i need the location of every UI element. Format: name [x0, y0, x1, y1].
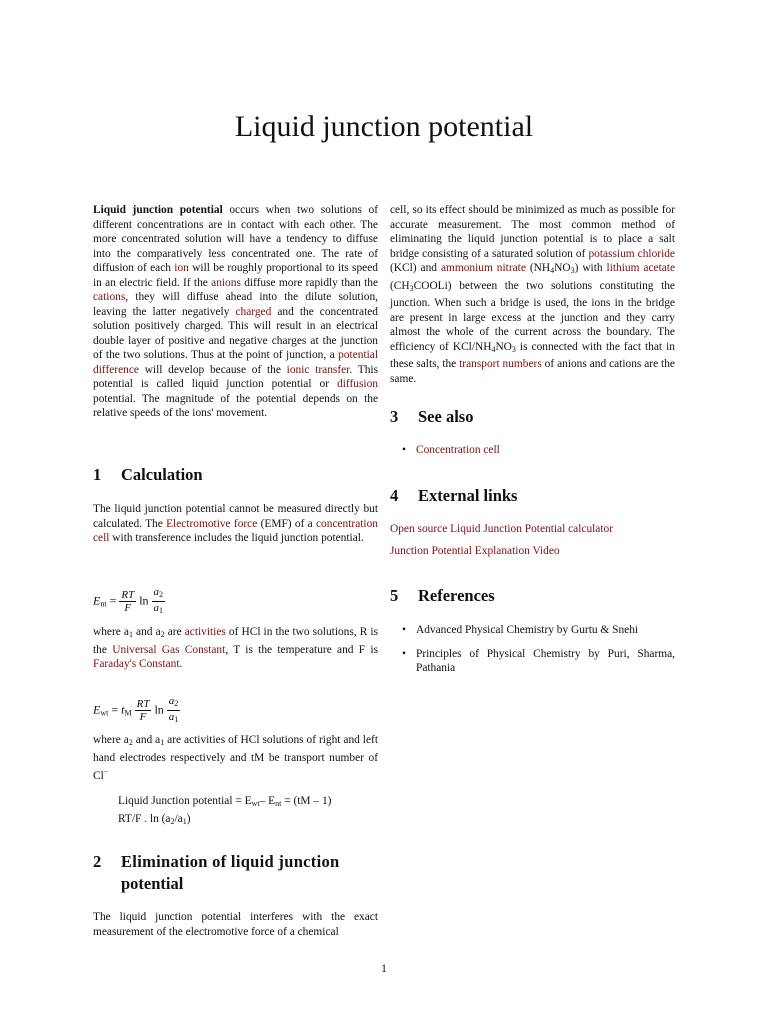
sup: −	[103, 767, 109, 776]
text: (KCl) and	[390, 262, 441, 274]
section-heading-see-also	[390, 407, 473, 427]
eq-lhs-sub: nt	[100, 599, 107, 609]
sub: 2	[128, 738, 133, 747]
text: and a	[132, 734, 161, 746]
reference-text: Advanced Physical Chemistry by Gurtu & Snehi	[416, 624, 639, 636]
link-ion[interactable]: ion	[174, 262, 189, 274]
text: and a	[132, 626, 161, 638]
ln: ln	[154, 702, 164, 717]
section-number: 2	[93, 852, 102, 871]
link-faradays-constant[interactable]: Faraday's Constant	[93, 658, 180, 670]
text: The liquid junction potential cannot be measured directly but calculated. The	[93, 503, 378, 530]
ln: ln	[139, 593, 149, 608]
link-concentration-cell-see-also[interactable]: Concentration cell	[416, 444, 500, 456]
sub: 1	[182, 816, 187, 826]
sub: wt	[251, 799, 260, 808]
list-item	[390, 623, 675, 638]
sub: 4	[550, 266, 555, 275]
section-title: See also	[418, 407, 474, 426]
link-potassium-chloride[interactable]: potassium chloride	[588, 247, 675, 260]
text: with transference includes the liquid junction potential.	[109, 532, 364, 544]
a: a	[153, 586, 160, 598]
link-lithium-acetate[interactable]: lithium acetate	[606, 262, 676, 274]
intro-text: diffuse more rapidly than the	[240, 276, 378, 289]
section-number: 4	[390, 486, 399, 505]
text: NO	[554, 262, 571, 274]
external-links	[390, 522, 675, 558]
link-explanation-video[interactable]: Junction Potential Explanation Video	[390, 544, 560, 557]
equation-wt: $E_{wt} = t_M$ $\frac{RT}{F}$ ln $\frac{a_2}{a_1}$	[93, 695, 179, 724]
text: of anions and cations are the same.	[390, 358, 675, 385]
section-title: References	[418, 586, 495, 605]
frac-den: F	[124, 602, 132, 614]
text: )	[186, 812, 191, 825]
link-concentration-cell[interactable]: concentration cell	[93, 517, 378, 544]
text: is connected with the fact that in these salts, the	[390, 340, 675, 370]
where-paragraph-1	[93, 625, 378, 672]
intro-bold-term: Liquid junction potential	[93, 204, 223, 216]
section-number: 5	[390, 586, 399, 605]
section-title-cont: potential	[121, 874, 184, 893]
link-cations[interactable]: cations	[93, 291, 126, 303]
link-potential-difference[interactable]: potential difference	[93, 349, 378, 376]
sub: 1	[160, 738, 165, 747]
link-electromotive-force[interactable]: Electromotive force	[166, 517, 258, 530]
text: , T is the temperature and F is	[225, 643, 379, 656]
text: (NH	[525, 262, 551, 274]
references-list	[390, 623, 675, 676]
text: NO	[495, 340, 512, 353]
intro-text: and the concentrated solution positively charged. This will result in an electrical double layer of positive and negative charges at the junction of the two solutions. Thus at the point of junction, a	[93, 305, 378, 361]
sub: 3	[570, 266, 575, 275]
a: a	[153, 602, 160, 614]
link-charged[interactable]: charged	[235, 305, 272, 318]
link-ammonium-nitrate[interactable]: ammonium nitrate	[440, 262, 526, 274]
intro-text: , they will diffuse ahead into the dilute solution, leaving the latter negatively	[93, 291, 378, 318]
a: a	[168, 695, 175, 707]
sub: 1	[159, 606, 164, 615]
list-item	[390, 647, 675, 676]
page-number: 1	[381, 961, 387, 975]
text: (CH	[390, 279, 410, 292]
text: .	[179, 658, 183, 670]
text: are activities of HCl solutions of right and left hand electrodes respectively and tM be transport number of Cl	[93, 734, 378, 782]
text: where a	[93, 734, 129, 746]
text: are	[164, 626, 185, 638]
link-diffusion[interactable]: diffusion	[337, 378, 378, 390]
link-universal-gas-constant[interactable]: Universal Gas Constant	[112, 643, 226, 656]
sub: 1	[174, 715, 179, 724]
text: /a	[174, 812, 183, 825]
link-anions[interactable]: anions	[211, 276, 241, 289]
list-item	[390, 443, 675, 458]
text: cell, so its effect should be minimized as much as possible for accurate measurement. The most common method of eliminating the liquid junction potential is to place a salt bridge consisting of a saturated solution of	[390, 204, 675, 260]
equation-nt: $E_{nt}$ = $\frac{RT}{F}$ ln $\frac{a_2}{a_1}$	[93, 586, 164, 615]
fraction-a2-a1	[152, 586, 166, 617]
text: (EMF) of a	[257, 517, 316, 530]
text: The liquid junction potential interferes with the exact measurement of the electromotive force of a chemical	[93, 911, 378, 938]
text: = (tM – 1)	[281, 795, 332, 807]
intro-text: will develop because of the	[138, 363, 287, 376]
link-open-source-calculator[interactable]: Open source Liquid Junction Potential calculator	[390, 523, 614, 535]
intro-paragraph	[93, 203, 378, 421]
sub: 3	[409, 283, 414, 293]
eq-lhs: E	[93, 702, 101, 717]
section-heading-external-links	[390, 486, 517, 506]
eq-lhs-sub: wt	[100, 708, 109, 718]
section-title: Elimination of liquid junction	[121, 852, 340, 871]
calculation-paragraph	[93, 502, 378, 546]
section-heading-calculation	[93, 465, 203, 485]
intro-text: . This potential is called liquid junction potential or	[93, 363, 378, 390]
section-title: External links	[418, 486, 518, 505]
see-also-list	[390, 443, 675, 458]
sub: 2	[170, 816, 175, 826]
frac-num: RT	[121, 589, 135, 601]
section-heading-references	[390, 586, 495, 606]
t-sub: M	[124, 708, 132, 718]
t: t	[121, 702, 125, 717]
text: RT/F . ln (a	[118, 812, 171, 825]
intro-text: will be roughly proportional to its speed in an electric field. If the	[93, 262, 378, 289]
text: COOLi) between the two solutions constituting the junction. When such a bridge is used, the ions in the bridge are present in large excess at the junction and they carry almost the whole of the current across the boundary. The efficiency of KCl/NH	[390, 279, 675, 353]
section-title: Calculation	[121, 465, 203, 484]
a: a	[168, 711, 175, 723]
section-number: 3	[390, 407, 399, 426]
sub: 3	[511, 344, 516, 354]
text: where a	[93, 626, 129, 638]
sub: 2	[174, 699, 179, 708]
text: ) with	[574, 262, 607, 274]
left-column	[93, 203, 378, 421]
page-title: Liquid junction potential	[234, 110, 534, 143]
intro-text: potential. The magnitude of the potential depends on the relative speeds of the ions' movement.	[93, 392, 378, 419]
link-activities[interactable]: activities	[184, 626, 226, 638]
frac-num: RT	[136, 698, 150, 710]
reference-text: Principles of Physical Chemistry by Puri, Sharma, Pathania	[416, 647, 675, 674]
section-number: 1	[93, 465, 102, 484]
link-ionic-transfer[interactable]: ionic transfer	[286, 363, 350, 376]
intro-text: occurs when two solutions of different concentrations are in contact with each other. The more concentrated solution will have a tendency to diffuse into the comparatively less concentrated one. The rate of diffusion of each	[93, 204, 378, 274]
eq-lhs: E	[93, 593, 101, 608]
fraction-rt-f	[119, 589, 136, 614]
where-paragraph-2	[93, 733, 378, 784]
elimination-paragraph	[93, 910, 378, 939]
frac-den: F	[139, 711, 147, 723]
sub: 1	[128, 630, 133, 639]
text: – E	[259, 795, 276, 807]
sub: 2	[159, 590, 164, 599]
text: Liquid Junction potential = E	[118, 795, 252, 807]
fraction-rt-f	[135, 698, 152, 723]
sub: 2	[160, 630, 165, 639]
sub: 4	[491, 344, 496, 354]
right-column	[390, 203, 675, 386]
sub: nt	[275, 799, 282, 808]
link-transport-numbers[interactable]: transport numbers	[459, 358, 542, 370]
text: of HCl in the two solutions, R is the	[93, 626, 379, 656]
fraction-a2-a1	[167, 695, 181, 726]
quote-block	[118, 794, 378, 829]
section-heading-elimination	[93, 851, 378, 895]
